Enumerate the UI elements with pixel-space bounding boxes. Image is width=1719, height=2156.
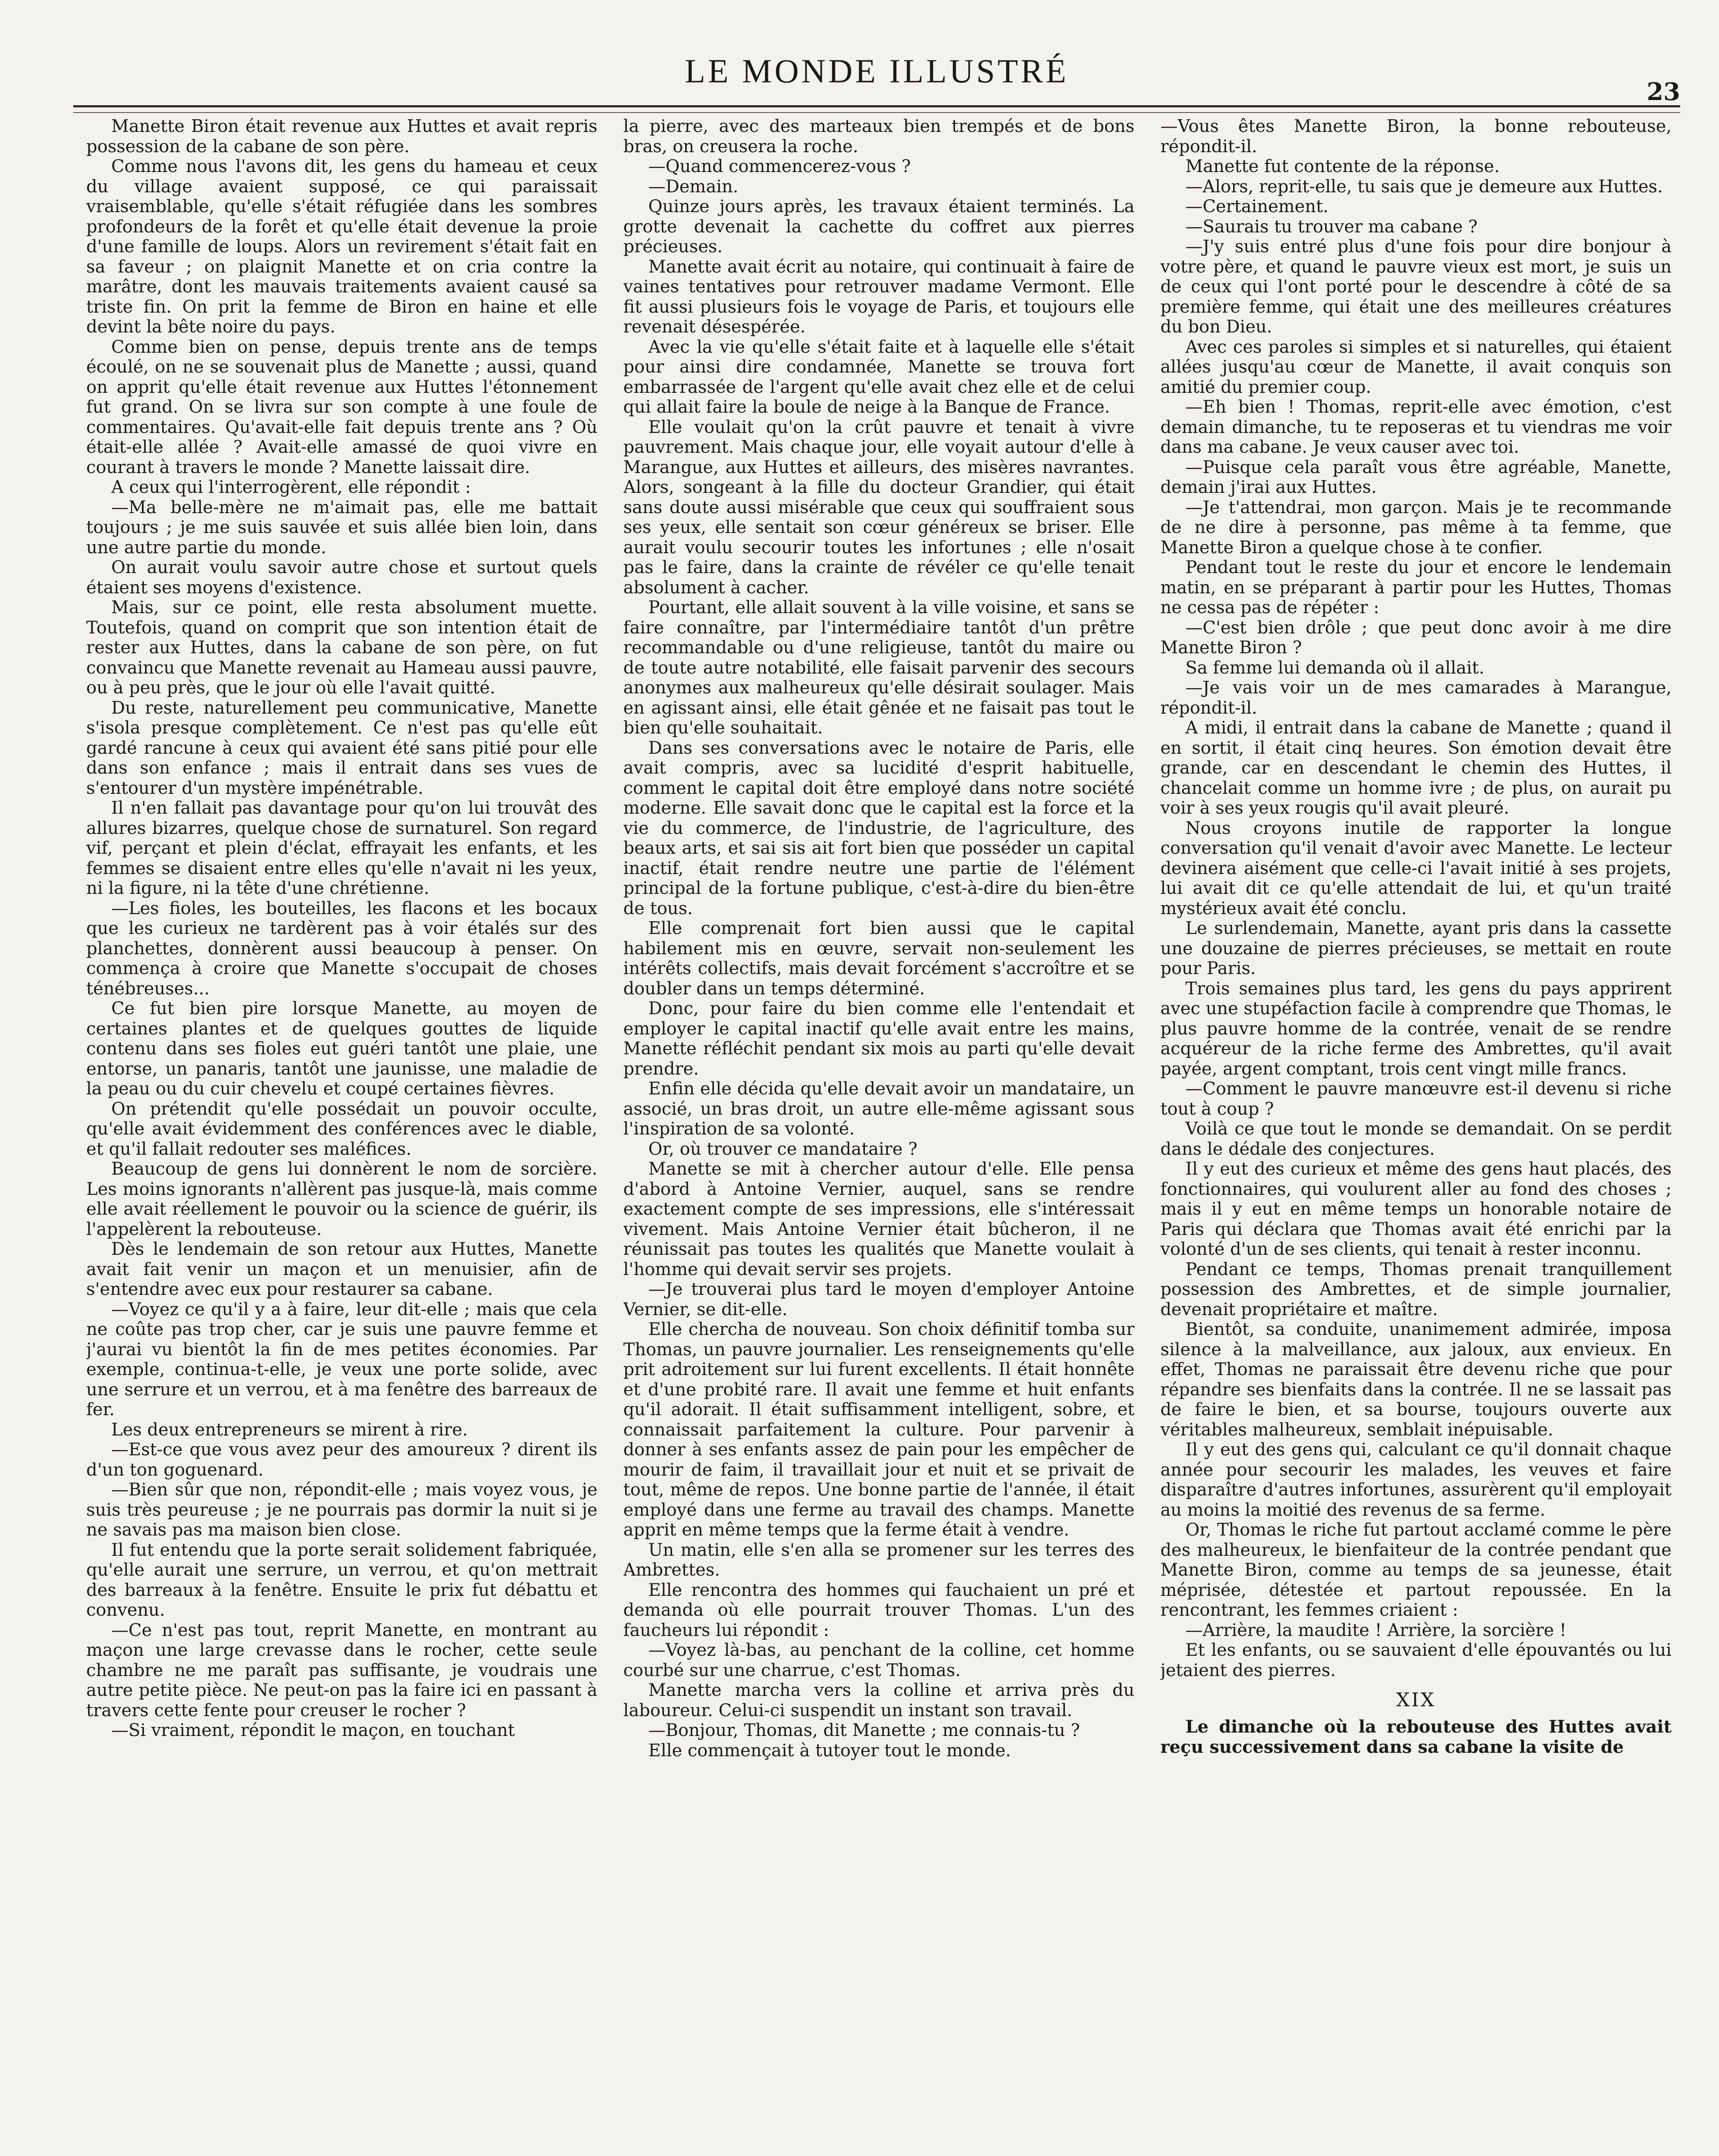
paragraph: —Arrière, la maudite ! Arrière, la sorcière ! <box>1185 1620 1567 1640</box>
paragraph: —Voyez là-bas, au penchant de la colline, cet homme courbé sur une charrue, c'est Thomas. <box>623 1640 1135 1680</box>
paragraph: —J'y suis entré plus d'une fois pour dire bonjour à votre père, et quand le pauvre vieux est mort, je suis un de ceux qui l'ont porté pour le descendre à côté de sa première femme, qui était une des meilleures créatures du bon Dieu. <box>1160 237 1672 337</box>
paragraph: —C'est bien drôle ; que peut donc avoir à me dire Manette Biron ? <box>1160 617 1672 658</box>
paragraph: Il fut entendu que la porte serait solidement fabriquée, qu'elle aurait une serrure, un verrou, et qu'on mettrait des barreaux à la fenêtre. Ensuite le prix fut débattu et convenu. <box>86 1540 598 1620</box>
paragraph: Or, où trouver ce mandataire ? <box>648 1139 917 1159</box>
paragraph: —Demain. <box>648 176 739 197</box>
paragraph: —Bonjour, Thomas, dit Manette ; me connais-tu ? <box>648 1720 1080 1740</box>
paragraph: —Quand commencerez-vous ? <box>648 157 911 176</box>
paragraph: Un matin, elle s'en alla se promener sur les terres des Ambrettes. <box>623 1540 1135 1580</box>
paragraph: Sa femme lui demanda où il allait. <box>1185 658 1484 678</box>
paragraph: Le surlendemain, Manette, ayant pris dans la cassette une douzaine de pierres précieuses, se mettait en route pour Paris. <box>1160 918 1672 978</box>
paragraph: Nous croyons inutile de rapporter la longue conversation qu'il venait d'avoir avec Manette. Le lecteur devinera aisément que celle-ci l'avait initié à ses projets, lui avait dit ce qu'elle attendait de lui, et qu'un traité mystérieux avait été conclu. <box>1160 818 1672 918</box>
paragraph: —Voyez ce qu'il y a à faire, leur dit-elle ; mais que cela ne coûte pas trop cher, car je suis une pauvre femme et j'aurai vu bientôt la fin de mes petites économies. Par exemple, continua-t-elle, je veux une porte solide, avec une serrure et un verrou, et à ma fenêtre des barreaux de fer. <box>86 1299 598 1420</box>
paragraph: —Je trouverai plus tard le moyen d'employer Antoine Vernier, se dit-elle. <box>623 1279 1135 1319</box>
paragraph: —Ma belle-mère ne m'aimait pas, elle me battait toujours ; je me suis sauvée et suis allée bien loin, dans une autre partie du monde. <box>86 497 598 558</box>
paragraph: Et les enfants, ou se sauvaient d'elle épouvantés ou lui jetaient des pierres. <box>1160 1640 1672 1680</box>
chapter-heading: XIX <box>1396 1689 1436 1711</box>
paragraph: On prétendit qu'elle possédait un pouvoir occulte, qu'elle avait évidemment des conférences avec le diable, et qu'il fallait redouter ses maléfices. <box>86 1099 598 1159</box>
paragraph: Bientôt, sa conduite, unanimement admirée, imposa silence à la malveillance, aux jaloux, aux envieux. En effet, Thomas ne paraissait être devenu riche que pour répandre ses bienfaits dans la contrée. Il ne se lassait pas de faire le bien, et sa bourse, toujours ouverte aux véritables malheureux, semblait inépuisable. <box>1160 1319 1672 1440</box>
column-2 <box>623 116 1135 2156</box>
paragraph: —Puisque cela paraît vous être agréable, Manette, demain j'irai aux Huttes. <box>1160 457 1672 497</box>
paragraph: Elle voulait qu'on la crût pauvre et tenait à vivre pauvrement. Mais chaque jour, elle voyait autour d'elle à Marangue, aux Huttes et ailleurs, des misères navrantes. Alors, songeant à la fille du docteur Grandier, qui était sans doute aussi misérable que ceux qui souffraient sous ses yeux, elle sentait son cœur généreux se briser. Elle aurait voulu secourir toutes les infortunes ; elle n'osait pas le faire, dans la crainte de révéler ce qu'elle tenait absolument à cacher. <box>623 417 1135 598</box>
paragraph: Avec ces paroles si simples et si naturelles, qui étaient allées jusqu'au cœur de Manette, il avait conquis son amitié du premier coup. <box>1160 337 1672 397</box>
paragraph: On aurait voulu savoir autre chose et surtout quels étaient ses moyens d'existence. <box>86 558 598 598</box>
column-1 <box>86 116 598 2156</box>
paragraph: Il y eut des gens qui, calculant ce qu'il donnait chaque année pour secourir les malades, les veuves et faire disparaître d'autres infortunes, assurèrent qu'il employait au moins la moitié des revenus de sa ferme. <box>1160 1440 1672 1520</box>
paragraph: —Ce n'est pas tout, reprit Manette, en montrant au maçon une large crevasse dans le rocher, cette seule chambre ne me paraît pas suffisante, je voudrais une autre petite pièce. Ne peut-on pas la faire ici en passant à travers cette fente pour creuser le rocher ? <box>86 1620 598 1720</box>
paragraph: Ce fut bien pire lorsque Manette, au moyen de certaines plantes et de quelques gouttes de liquide contenu dans ses fioles eut guéri tantôt une plaie, une entorse, un panaris, tantôt une jaunisse, une maladie de la peau ou du cuir chevelu et coupé certaines fièvres. <box>86 999 598 1099</box>
paragraph: Enfin elle décida qu'elle devait avoir un mandataire, un associé, un bras droit, un autre elle-même agissant sous l'inspiration de sa volonté. <box>623 1079 1135 1139</box>
paragraph: —Comment le pauvre manœuvre est-il devenu si riche tout à coup ? <box>1160 1079 1672 1119</box>
paragraph: Elle chercha de nouveau. Son choix définitif tomba sur Thomas, un pauvre journalier. Les renseignements qu'elle prit adroitement sur lui furent excellents. Il était honnête et d'une probité rare. Il avait une femme et huit enfants qu'il adorait. Il était suffisamment intelligent, sobre, et connaissait parfaitement la culture. Pour parvenir à donner à ses enfants assez de pain pour les empêcher de mourir de faim, il travaillait jour et nuit et se privait de tout, même de repos. Une bonne partie de l'année, il était employé dans une ferme au travail des champs. Manette apprit en même temps que la ferme était à vendre. <box>623 1319 1135 1540</box>
header-rule <box>73 105 1680 107</box>
paragraph: Mais, sur ce point, elle resta absolument muette. Toutefois, quand on comprit que son intention était de rester aux Huttes, dans la cabane de son père, on fut convaincu que Manette revenait au Hameau aussi pauvre, ou à peu près, que le jour où elle l'avait quitté. <box>86 598 598 698</box>
paragraph: Avec la vie qu'elle s'était faite et à laquelle elle s'était pour ainsi dire condamnée, Manette se trouva fort embarrassée de l'argent qu'elle avait chez elle et de celui qui allait faire la boule de neige à la Banque de France. <box>623 337 1135 417</box>
chapter-opening-paragraph: Le dimanche où la rebouteuse des Huttes avait reçu successivement dans sa cabane la visite de <box>1160 1717 1672 1757</box>
paragraph: Elle commençait à tutoyer tout le monde. <box>648 1740 1011 1761</box>
paragraph: —Certainement. <box>1185 197 1329 216</box>
paragraph: —Est-ce que vous avez peur des amoureux ? dirent ils d'un ton goguenard. <box>86 1440 598 1480</box>
paragraph: —Vous êtes Manette Biron, la bonne rebouteuse, répondit-il. <box>1160 116 1672 157</box>
paragraph: Donc, pour faire du bien comme elle l'entendait et employer le capital inactif qu'elle avait entre les mains, Manette réfléchit pendant six mois au parti qu'elle devait prendre. <box>623 999 1135 1079</box>
paragraph: Elle comprenait fort bien aussi que le capital habilement mis en œuvre, servait non-seulement les intérêts collectifs, mais devait forcément s'accroître et se doubler dans un temps déterminé. <box>623 918 1135 999</box>
paragraph: Dès le lendemain de son retour aux Huttes, Manette avait fait venir un maçon et un menuisier, afin de s'entendre avec eux pour restaurer sa cabane. <box>86 1239 598 1299</box>
paragraph: Manette fut contente de la réponse. <box>1185 157 1500 176</box>
paragraph: Trois semaines plus tard, les gens du pays apprirent avec une stupéfaction facile à comprendre que Thomas, le plus pauvre homme de la contrée, venait de se rendre acquéreur de la riche ferme des Ambrettes, qu'il avait payée, argent comptant, trois cent vingt mille francs. <box>1160 978 1672 1079</box>
paragraph: Comme nous l'avons dit, les gens du hameau et ceux du village avaient supposé, ce qui paraissait vraisemblable, qu'elle s'était réfugiée dans les sombres profondeurs de la forêt et qu'elle était devenue la proie d'une famille de loups. Alors un revirement s'était fait en sa faveur ; on plaignit Manette et on cria contre la marâtre, dont les mauvais traitements avaient causé sa triste fin. On prit la femme de Biron en haine et elle devint la bête noire du pays. <box>86 157 598 337</box>
paragraph: la pierre, avec des marteaux bien trempés et de bons bras, on creusera la roche. <box>623 116 1135 157</box>
paragraph: —Je t'attendrai, mon garçon. Mais je te recommande de ne dire à personne, pas même à ta femme, que Manette Biron a quelque chose à te confier. <box>1160 497 1672 558</box>
text-columns <box>86 116 1672 2156</box>
paragraph: Elle rencontra des hommes qui fauchaient un pré et demanda où elle pourrait trouver Thomas. L'un des faucheurs lui répondit : <box>623 1580 1135 1640</box>
paragraph: —Si vraiment, répondit le maçon, en touchant <box>111 1720 515 1740</box>
paragraph: —Bien sûr que non, répondit-elle ; mais voyez vous, je suis très peureuse ; je ne pourrais pas dormir la nuit si je ne savais pas ma maison bien close. <box>86 1480 598 1540</box>
paragraph: Il y eut des curieux et même des gens haut placés, des fonctionnaires, qui voulurent aller au fond des choses ; mais il y eut en même temps un honorable notaire de Paris qui déclara que Thomas avait été enrichi par la volonté d'un de ses clients, qui tenait à rester inconnu. <box>1160 1159 1672 1259</box>
paragraph: Les deux entrepreneurs se mirent à rire. <box>111 1420 468 1440</box>
running-title: LE MONDE ILLUSTRÉ <box>685 52 1069 90</box>
paragraph: Voilà ce que tout le monde se demandait. On se perdit dans le dédale des conjectures. <box>1160 1119 1672 1159</box>
paragraph: Comme bien on pense, depuis trente ans de temps écoulé, on ne se souvenait plus de Manette ; aussi, quand on apprit qu'elle était revenue aux Huttes l'étonnement fut grand. On se livra sur son compte à une foule de commentaires. Qu'avait-elle fait depuis trente ans ? Où était-elle allée ? Avait-elle amassé de quoi vivre en courant à travers le monde ? Manette laissait dire. <box>86 337 598 477</box>
paragraph: Manette marcha vers la colline et arriva près du laboureur. Celui-ci suspendit un instant son travail. <box>623 1680 1135 1720</box>
paragraph: —Alors, reprit-elle, tu sais que je demeure aux Huttes. <box>1185 176 1663 197</box>
column-3 <box>1160 116 1672 2156</box>
paragraph: Il n'en fallait pas davantage pour qu'on lui trouvât des allures bizarres, quelque chose de surnaturel. Son regard vif, perçant et plein d'éclat, effrayait les enfants, et les femmes se disaient entre elles qu'elle n'avait ni les yeux, ni la figure, ni la tête d'une chrétienne. <box>86 798 598 898</box>
paragraph: Pourtant, elle allait souvent à la ville voisine, et sans se faire connaître, par l'intermédiaire tantôt d'un prêtre recommandable ou d'une religieuse, tantôt du maire ou de toute autre notabilité, elle faisait parvenir des secours anonymes aux malheureux qu'elle désirait soulager. Mais en agissant ainsi, elle était gênée et ne faisait pas tout le bien qu'elle souhaitait. <box>623 598 1135 738</box>
paragraph: —Je vais voir un de mes camarades à Marangue, répondit-il. <box>1160 678 1672 718</box>
page-header <box>73 34 1680 106</box>
paragraph: Dans ses conversations avec le notaire de Paris, elle avait compris, avec sa lucidité d'esprit habituelle, comment le capital doit être employé dans notre société moderne. Elle savait donc que le capital est la force et la vie du commerce, de l'industrie, de l'agriculture, des beaux arts, et sai sis ait fort bien que posséder un capital inactif, était rendre neutre une partie de l'élément principal de la fortune publique, c'est-à-dire du bien-être de tous. <box>623 738 1135 918</box>
paragraph: Quinze jours après, les travaux étaient terminés. La grotte devenait la cachette du coffret aux pierres précieuses. <box>623 197 1135 257</box>
paragraph: Manette se mit à chercher autour d'elle. Elle pensa d'abord à Antoine Vernier, auquel, sans se rendre exactement compte de ses impressions, elle s'intéressait vivement. Mais Antoine Vernier était bûcheron, il ne réunissait pas toutes les qualités que Manette voulait à l'homme qui devait servir ses projets. <box>623 1159 1135 1279</box>
paragraph: Beaucoup de gens lui donnèrent le nom de sorcière. Les moins ignorants n'allèrent pas jusque-là, mais comme elle avait réellement le pouvoir ou la science de guérir, ils l'appelèrent la rebouteuse. <box>86 1159 598 1239</box>
paragraph: —Les fioles, les bouteilles, les flacons et les bocaux que les curieux ne tardèrent pas à voir étalés sur des planchettes, donnèrent aussi beaucoup à penser. On commença à croire que Manette s'occupait de choses ténébreuses... <box>86 898 598 999</box>
paragraph: —Eh bien ! Thomas, reprit-elle avec émotion, c'est demain dimanche, tu te reposeras et tu viendras me voir dans ma cabane. Je veux causer avec toi. <box>1160 397 1672 457</box>
paragraph: Manette Biron était revenue aux Huttes et avait repris possession de la cabane de son père. <box>86 116 598 157</box>
paragraph: A midi, il entrait dans la cabane de Manette ; quand il en sortit, il était cinq heures. Son émotion devait être grande, car en descendant le chemin des Huttes, il chancelait comme un homme ivre ; de plus, on aurait pu voir à ses yeux rougis qu'il avait pleuré. <box>1160 718 1672 818</box>
paragraph: Pendant ce temps, Thomas prenait tranquillement possession des Ambrettes, et de simple journalier, devenait propriétaire et maître. <box>1160 1259 1672 1319</box>
paragraph: Du reste, naturellement peu communicative, Manette s'isola presque complètement. Ce n'est pas qu'elle eût gardé rancune à ceux qui avaient été sans pitié pour elle dans son enfance ; mais il entrait dans ses vues de s'entourer d'un mystère impénétrable. <box>86 698 598 798</box>
paragraph: Pendant tout le reste du jour et encore le lendemain matin, en se préparant à partir pour les Huttes, Thomas ne cessa pas de répéter : <box>1160 558 1672 617</box>
paragraph: Or, Thomas le riche fut partout acclamé comme le père des malheureux, le bienfaiteur de la contrée pendant que Manette Biron, comme au temps de sa jeunesse, était méprisée, détestée et partout repoussée. En la rencontrant, les femmes criaient : <box>1160 1520 1672 1620</box>
paragraph: Manette avait écrit au notaire, qui continuait à faire de vaines tentatives pour retrouver madame Vermont. Elle fit aussi plusieurs fois le voyage de Paris, et toujours elle revenait désespérée. <box>623 257 1135 337</box>
page-number: 23 <box>1647 78 1680 106</box>
header-rule-thin <box>73 112 1680 113</box>
paragraph: A ceux qui l'interrogèrent, elle répondit : <box>111 477 471 497</box>
paragraph: —Saurais tu trouver ma cabane ? <box>1185 216 1478 237</box>
